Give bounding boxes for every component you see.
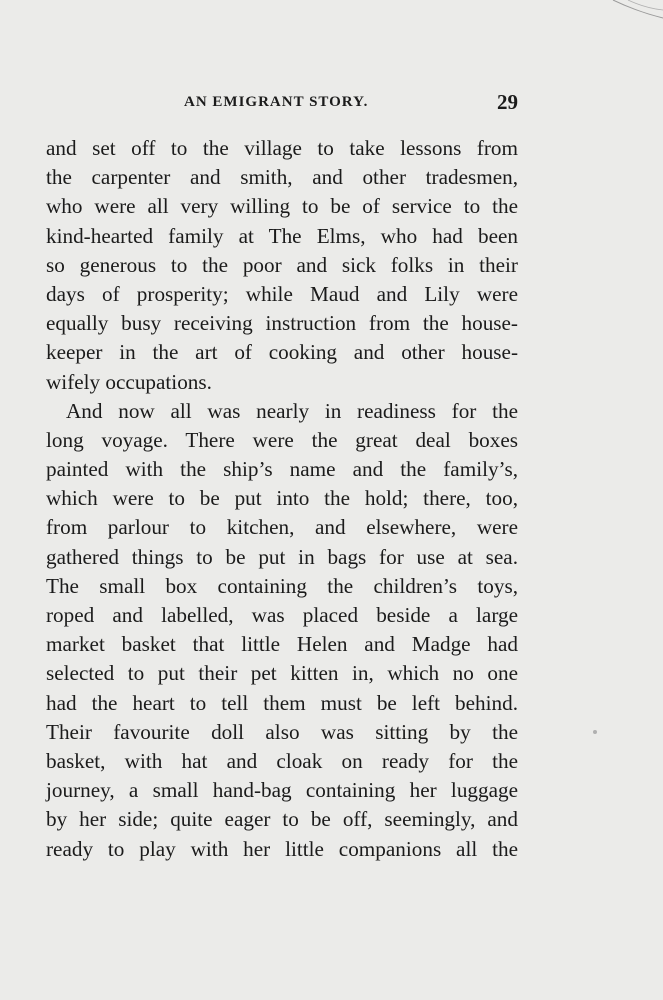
text-line: basket, with hat and cloak on ready for the	[46, 748, 518, 773]
text-line: equally busy receiving instruction from the house-	[46, 311, 518, 336]
text-line: market basket that little Helen and Madge had	[46, 632, 518, 657]
page-number: 29	[497, 90, 518, 114]
text-line: The small box containing the children’s toys,	[46, 573, 518, 598]
text-line: And now all was nearly in readiness for the	[66, 398, 518, 423]
text-line: which were to be put into the hold; there, too,	[46, 486, 518, 511]
text-line: from parlour to kitchen, and elsewhere, were	[46, 515, 518, 540]
text-line: the carpenter and smith, and other tradesmen,	[46, 165, 518, 190]
text-line: long voyage. There were the great deal boxes	[46, 427, 518, 452]
text-line: had the heart to tell them must be left behind.	[46, 690, 518, 715]
text-line: selected to put their pet kitten in, which no one	[46, 661, 518, 686]
text-line: kind-hearted family at The Elms, who had been	[46, 223, 518, 248]
text-line: days of prosperity; while Maud and Lily were	[46, 281, 518, 306]
text-line: by her side; quite eager to be off, seemingly, and	[46, 807, 518, 832]
text-line: gathered things to be put in bags for use at sea.	[46, 544, 518, 569]
text-line: journey, a small hand-bag containing her luggage	[46, 778, 518, 803]
paper-speck	[593, 730, 597, 734]
text-line: so generous to the poor and sick folks in their	[46, 252, 518, 277]
text-line: painted with the ship’s name and the family’s,	[46, 457, 518, 482]
text-line: ready to play with her little companions all the	[46, 836, 518, 861]
text-line: keeper in the art of cooking and other house-	[46, 340, 518, 365]
text-line: and set off to the village to take lessons from	[46, 136, 518, 160]
text-line: roped and labelled, was placed beside a large	[46, 603, 518, 627]
running-title: AN EMIGRANT STORY.	[184, 94, 369, 110]
text-line: who were all very willing to be of service to the	[46, 194, 518, 219]
text-line: Their favourite doll also was sitting by the	[46, 719, 518, 744]
page-corner-mark	[593, 0, 663, 30]
text-line: wifely occupations.	[46, 369, 212, 394]
page-header	[46, 92, 518, 118]
body-text	[46, 134, 518, 864]
